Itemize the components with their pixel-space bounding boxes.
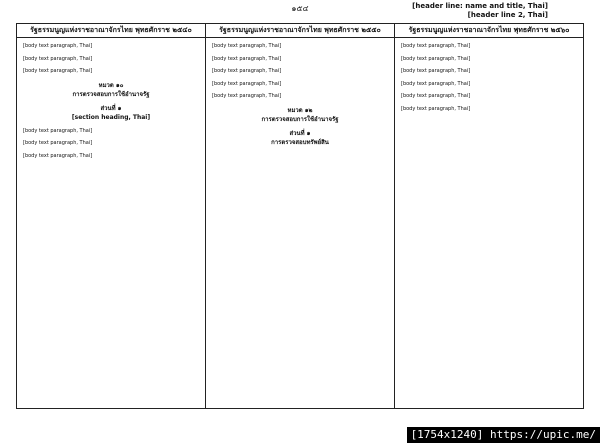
column-header: รัฐธรรมนูญแห่งราชอาณาจักรไทย พุทธศักราช ๒๕๖๐ xyxy=(395,24,583,38)
body-paragraph: [body text paragraph, Thai] xyxy=(23,152,93,159)
chapter-title: หมวด ๑๐ xyxy=(98,81,124,89)
body-paragraph: [body text paragraph, Thai] xyxy=(212,55,282,62)
body-paragraph: [body text paragraph, Thai] xyxy=(23,127,93,134)
body-paragraph: [body text paragraph, Thai] xyxy=(401,80,471,87)
column-body xyxy=(395,38,583,123)
running-head: [header line: name and title, Thai] xyxy=(412,2,548,10)
body-paragraph: [body text paragraph, Thai] xyxy=(401,43,471,49)
body-paragraph: [body text paragraph, Thai] xyxy=(23,140,93,146)
body-paragraph: [body text paragraph, Thai] xyxy=(212,80,282,87)
chapter-title: หมวด ๑๒ xyxy=(287,106,313,114)
body-paragraph: [body text paragraph, Thai] xyxy=(401,105,471,112)
body-paragraph: [body text paragraph, Thai] xyxy=(401,68,471,74)
body-paragraph: [body text paragraph, Thai] xyxy=(212,68,282,74)
column-2560 xyxy=(395,24,583,408)
section-title: ส่วนที่ ๑ xyxy=(100,104,122,112)
section-subtitle: การตรวจสอบทรัพย์สิน xyxy=(271,139,329,146)
chapter-subtitle: การตรวจสอบการใช้อำนาจรัฐ xyxy=(261,116,339,123)
body-paragraph: [body text paragraph, Thai] xyxy=(23,55,93,62)
body-paragraph: [body text paragraph, Thai] xyxy=(401,55,471,62)
column-2540 xyxy=(17,24,206,408)
column-2550 xyxy=(206,24,395,408)
column-body xyxy=(17,38,205,170)
comparison-table xyxy=(16,23,584,409)
body-paragraph: [body text paragraph, Thai] xyxy=(401,93,471,99)
running-head-line2: [header line 2, Thai] xyxy=(467,11,548,19)
column-body xyxy=(206,38,394,158)
section-title: ส่วนที่ ๑ xyxy=(289,129,311,137)
body-paragraph: [body text paragraph, Thai] xyxy=(212,93,282,99)
body-paragraph: [body text paragraph, Thai] xyxy=(23,68,93,74)
section-subtitle: [section heading, Thai] xyxy=(71,114,151,121)
body-paragraph: [body text paragraph, Thai] xyxy=(212,43,282,49)
watermark: [1754x1240] https://upic.me/ xyxy=(407,427,600,443)
chapter-subtitle: การตรวจสอบการใช้อำนาจรัฐ xyxy=(72,91,150,98)
body-paragraph: [body text paragraph, Thai] xyxy=(23,43,93,49)
column-header: รัฐธรรมนูญแห่งราชอาณาจักรไทย พุทธศักราช ๒๕๔๐ xyxy=(17,24,205,38)
page-number: ๑๕๔ xyxy=(291,4,309,13)
column-header: รัฐธรรมนูญแห่งราชอาณาจักรไทย พุทธศักราช ๒๕๕๐ xyxy=(206,24,394,38)
